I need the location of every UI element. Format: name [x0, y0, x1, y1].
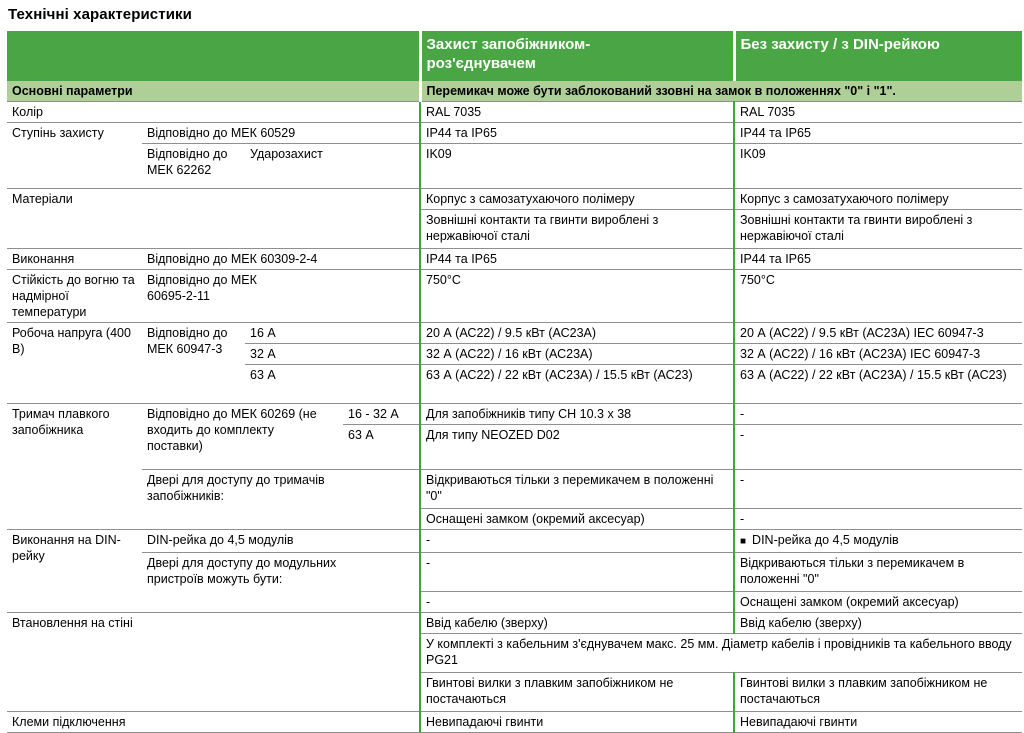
table-row-dinrail-1	[7, 530, 1022, 553]
column-header-din-label: Без захисту / з DIN-рейкою	[740, 36, 940, 53]
amp-label: 16 А	[245, 323, 420, 344]
table-row-terminals	[7, 712, 1022, 733]
table-row-wall-1	[7, 613, 1022, 634]
value-fuse: Для типу NEOZED D02	[420, 425, 734, 470]
value-din: IK09	[734, 144, 1022, 189]
value-fuse: Для запобіжників типу CH 10.3 x 38	[420, 404, 734, 425]
standard-label-text: Відповідно до МЕК 60269 (не входить до комплекту поставки)	[147, 407, 317, 453]
value-din-text: DIN-рейка до 4,5 модулів	[752, 533, 899, 547]
doors-label-text: Двері для доступу до тримачів запобіжників:	[147, 473, 325, 503]
table-row-materials-1	[7, 189, 1022, 210]
amp-label: 16 - 32 А	[343, 404, 420, 425]
page-title: Технічні характеристики	[8, 6, 192, 23]
param-label: Колір	[7, 102, 420, 123]
table-row-degree-2	[7, 144, 1022, 189]
amp-label: 32 А	[245, 344, 420, 365]
table-header-row	[7, 31, 1022, 81]
value-din: Невипадаючі гвинти	[734, 712, 1022, 733]
table-row-fuseholder-doors-1	[7, 470, 1022, 509]
table-row-degree-1	[7, 123, 1022, 144]
param-label: Виконання на DIN-рейку	[7, 530, 142, 613]
value-fuse: Гвинтові вилки з плавким запобіжником не постачаються	[420, 673, 734, 712]
value-fuse: -	[420, 553, 734, 592]
value-din: 63 А (АС22) / 22 кВт (АС23А) / 15.5 кВт (АС23)	[734, 365, 1022, 404]
table-row-fuseholder-1	[7, 404, 1022, 425]
column-header-fuse-label: Захист запобіжником-роз'єднувачем	[426, 36, 591, 72]
value-din: IP44 та IP65	[734, 123, 1022, 144]
value-fuse: IP44 та IP65	[420, 249, 734, 270]
param-label: Матеріали	[7, 189, 420, 249]
table-row-design	[7, 249, 1022, 270]
value-fuse: IK09	[420, 144, 734, 189]
standard-label: Відповідно до МЕК 60529	[142, 123, 420, 144]
section-title: Основні параметри	[7, 81, 420, 102]
table-row-dinrail-doors-1	[7, 553, 1022, 592]
param-label: Клеми підключення	[7, 712, 420, 733]
value-din: Зовнішні контакти та гвинти вироблені з нержавіючої сталі	[734, 210, 1022, 249]
table-row-voltage-16a	[7, 323, 1022, 344]
value-fuse: Корпус з самозатухаючого полімеру	[420, 189, 734, 210]
column-header-fuse	[420, 31, 734, 81]
amp-label: 63 А	[343, 425, 420, 470]
value-fuse: Зовнішні контакти та гвинти вироблені з нержавіючої сталі	[420, 210, 734, 249]
param-label: Ступінь захисту	[7, 123, 142, 189]
standard-label	[142, 404, 343, 470]
doors-label	[142, 470, 420, 530]
value-din: Корпус з самозатухаючого полімеру	[734, 189, 1022, 210]
value-din: RAL 7035	[734, 102, 1022, 123]
standard-label: Відповідно до МЕК 60947-3	[142, 323, 245, 404]
header-empty-cell	[7, 31, 420, 81]
table-row-fire	[7, 270, 1022, 323]
value-fuse: 20 А (АС22) / 9.5 кВт (АС23А)	[420, 323, 734, 344]
value-din	[734, 530, 1022, 553]
value-din: 32 А (АС22) / 16 кВт (АС23А) IEC 60947-3	[734, 344, 1022, 365]
spec-table	[7, 31, 1022, 733]
square-bullet-icon: ■	[740, 536, 747, 547]
param-label: Втановлення на стіні	[7, 613, 420, 712]
value-fuse: Ввід кабелю (зверху)	[420, 613, 734, 634]
param-label: Тримач плавкого запобіжника	[7, 404, 142, 530]
standard-label: Відповідно до МЕК 62262	[142, 144, 245, 189]
value-din: -	[734, 470, 1022, 509]
value-fuse: RAL 7035	[420, 102, 734, 123]
value-din: 750°C	[734, 270, 1022, 323]
impact-label: Ударозахист	[245, 144, 420, 189]
value-din: Оснащені замком (окремий аксесуар)	[734, 592, 1022, 613]
value-span: У комплекті з кабельним з'єднувачем макс. 25 мм. Діаметр кабелів і провідників та кабельного вводу PG21	[420, 634, 1022, 673]
value-din: Гвинтові вилки з плавким запобіжником не постачаються	[734, 673, 1022, 712]
value-din: IP44 та IP65	[734, 249, 1022, 270]
value-din: Відкриваються тільки з перемикачем в положенні "0"	[734, 553, 1022, 592]
value-fuse: IP44 та IP65	[420, 123, 734, 144]
param-label: Робоча напруга (400 В)	[7, 323, 142, 404]
value-fuse: Невипадаючі гвинти	[420, 712, 734, 733]
param-label: Виконання	[7, 249, 142, 270]
amp-label: 63 А	[245, 365, 420, 404]
doors-label-text: Двері для доступу до модульних пристроїв можуть бути:	[147, 556, 337, 586]
standard-label-text: Відповідно до МЕК 60695-2-11	[147, 273, 257, 303]
value-fuse: Оснащені замком (окремий аксесуар)	[420, 509, 734, 530]
value-din: -	[734, 404, 1022, 425]
section-header-row	[7, 81, 1022, 102]
value-fuse: 32 А (АС22) / 16 кВт (АС23А)	[420, 344, 734, 365]
doors-label	[142, 553, 420, 613]
param-label: Стійкість до вогню та надмірної температури	[7, 270, 142, 323]
standard-label: Відповідно до МЕК 60309-2-4	[142, 249, 420, 270]
lock-note: Перемикач може бути заблокований ззовні на замок в положеннях "0" і "1".	[420, 81, 1022, 102]
standard-label	[142, 270, 420, 323]
rail-label: DIN-рейка до 4,5 модулів	[142, 530, 420, 553]
table-row-color	[7, 102, 1022, 123]
value-din: 20 А (АС22) / 9.5 кВт (АС23А) IEC 60947-3	[734, 323, 1022, 344]
value-fuse: Відкриваються тільки з перемикачем в положенні "0"	[420, 470, 734, 509]
value-din: Ввід кабелю (зверху)	[734, 613, 1022, 634]
value-din: -	[734, 425, 1022, 470]
value-fuse: 63 А (АС22) / 22 кВт (АС23А) / 15.5 кВт (АС23)	[420, 365, 734, 404]
value-fuse: 750°C	[420, 270, 734, 323]
value-fuse: -	[420, 592, 734, 613]
column-header-din	[734, 31, 1022, 81]
value-din: -	[734, 509, 1022, 530]
value-fuse: -	[420, 530, 734, 553]
